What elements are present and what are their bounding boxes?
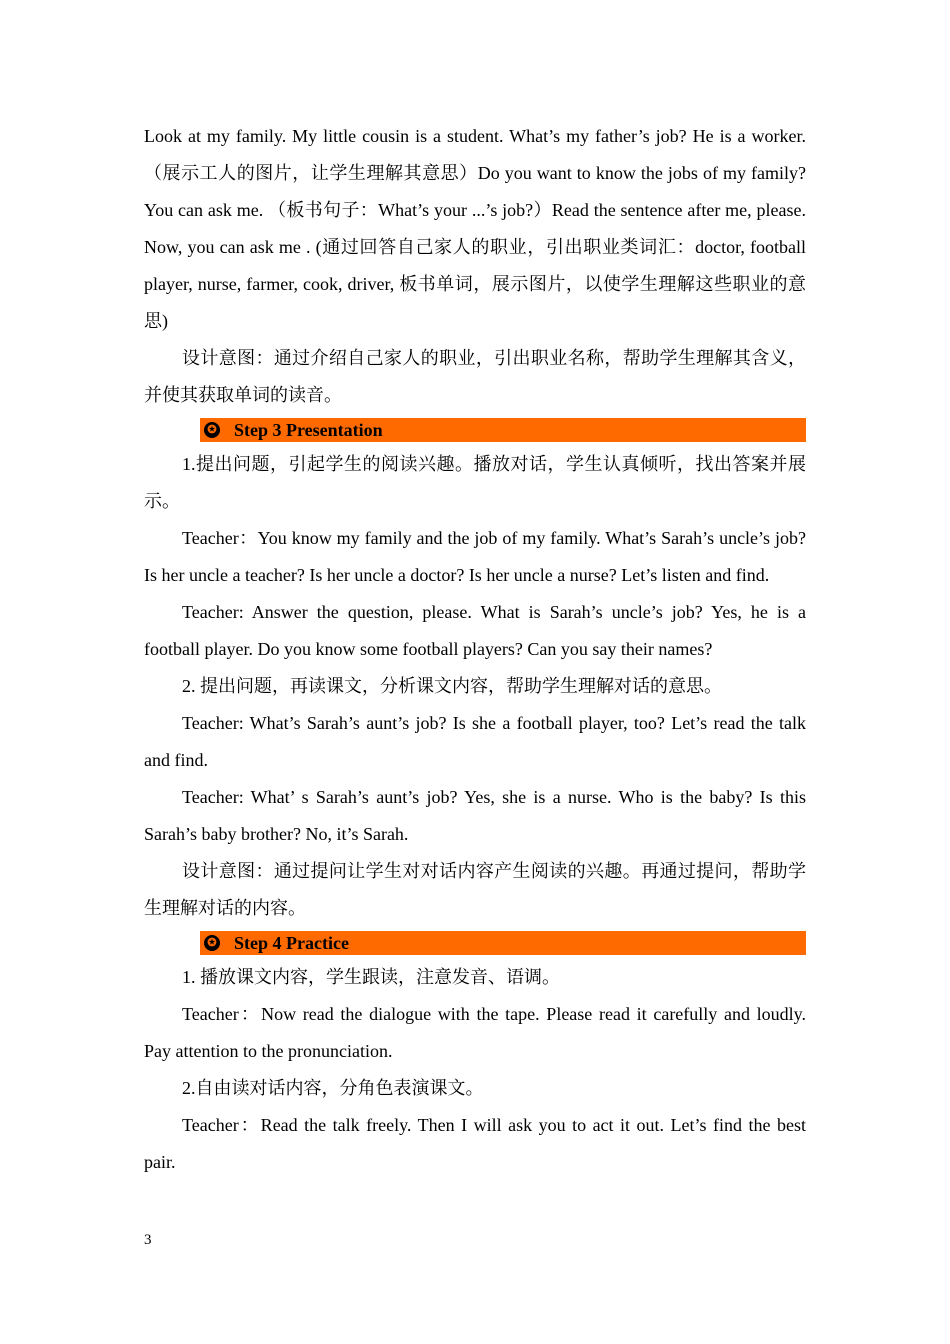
page-number: 3	[144, 1232, 152, 1248]
paragraph: Teacher：Read the talk freely. Then I will ask you to act it out. Let’s find the best pair.	[144, 1115, 806, 1172]
star-circle-icon: ✪	[204, 935, 220, 951]
design-intent-paragraph: 设计意图：通过介绍自己家人的职业，引出职业名称，帮助学生理解其含义，并使其获取单词的读音。	[144, 348, 806, 405]
star-circle-icon: ✪	[204, 422, 220, 438]
paragraph: Teacher：Now read the dialogue with the tape. Please read it carefully and loudly. Pay attention to the pronunciation.	[144, 1004, 806, 1061]
paragraph: 2. 提出问题，再读课文，分析课文内容，帮助学生理解对话的意思。	[182, 676, 722, 696]
paragraph: Teacher: What’s Sarah’s aunt’s job? Is she a football player, too? Let’s read the talk and find.	[144, 713, 806, 770]
step-4-title: Step 4 Practice	[234, 933, 349, 953]
step-3-title: Step 3 Presentation	[234, 420, 383, 440]
document-body	[144, 118, 806, 1181]
design-intent-paragraph: 设计意图：通过提问让学生对对话内容产生阅读的兴趣。再通过提问，帮助学生理解对话的内容。	[144, 861, 806, 918]
paragraph: Look at my family. My little cousin is a student. What’s my father’s job? He is a worker. （展示工人的图片，让学生理解其意思）Do you want to know the jobs of my family? You can ask me. （板书句子：What’s your ...’s job?）Read the sentence after me, please. Now, you can ask me . (通过回答自己家人的职业，引出职业类词汇：doctor, football player, nurse, farmer, cook, driver, 板书单词，展示图片，以使学生理解这些职业的意思)	[144, 126, 806, 331]
paragraph: Teacher: Answer the question, please. What is Sarah’s uncle’s job? Yes, he is a football player. Do you know some football players? Can you say their names?	[144, 602, 806, 659]
step-3-heading	[200, 418, 806, 442]
step-4-heading	[200, 931, 806, 955]
paragraph: Teacher: What’ s Sarah’s aunt’s job? Yes, she is a nurse. Who is the baby? Is this Sarah’s baby brother? No, it’s Sarah.	[144, 787, 806, 844]
paragraph: 1.提出问题，引起学生的阅读兴趣。播放对话，学生认真倾听，找出答案并展示。	[144, 454, 806, 511]
paragraph: 1. 播放课文内容，学生跟读，注意发音、语调。	[182, 967, 560, 987]
paragraph: 2.自由读对话内容，分角色表演课文。	[182, 1078, 484, 1098]
paragraph: Teacher：You know my family and the job of my family. What’s Sarah’s uncle’s job? Is her uncle a teacher? Is her uncle a doctor? Is her uncle a nurse? Let’s listen and find.	[144, 528, 806, 585]
